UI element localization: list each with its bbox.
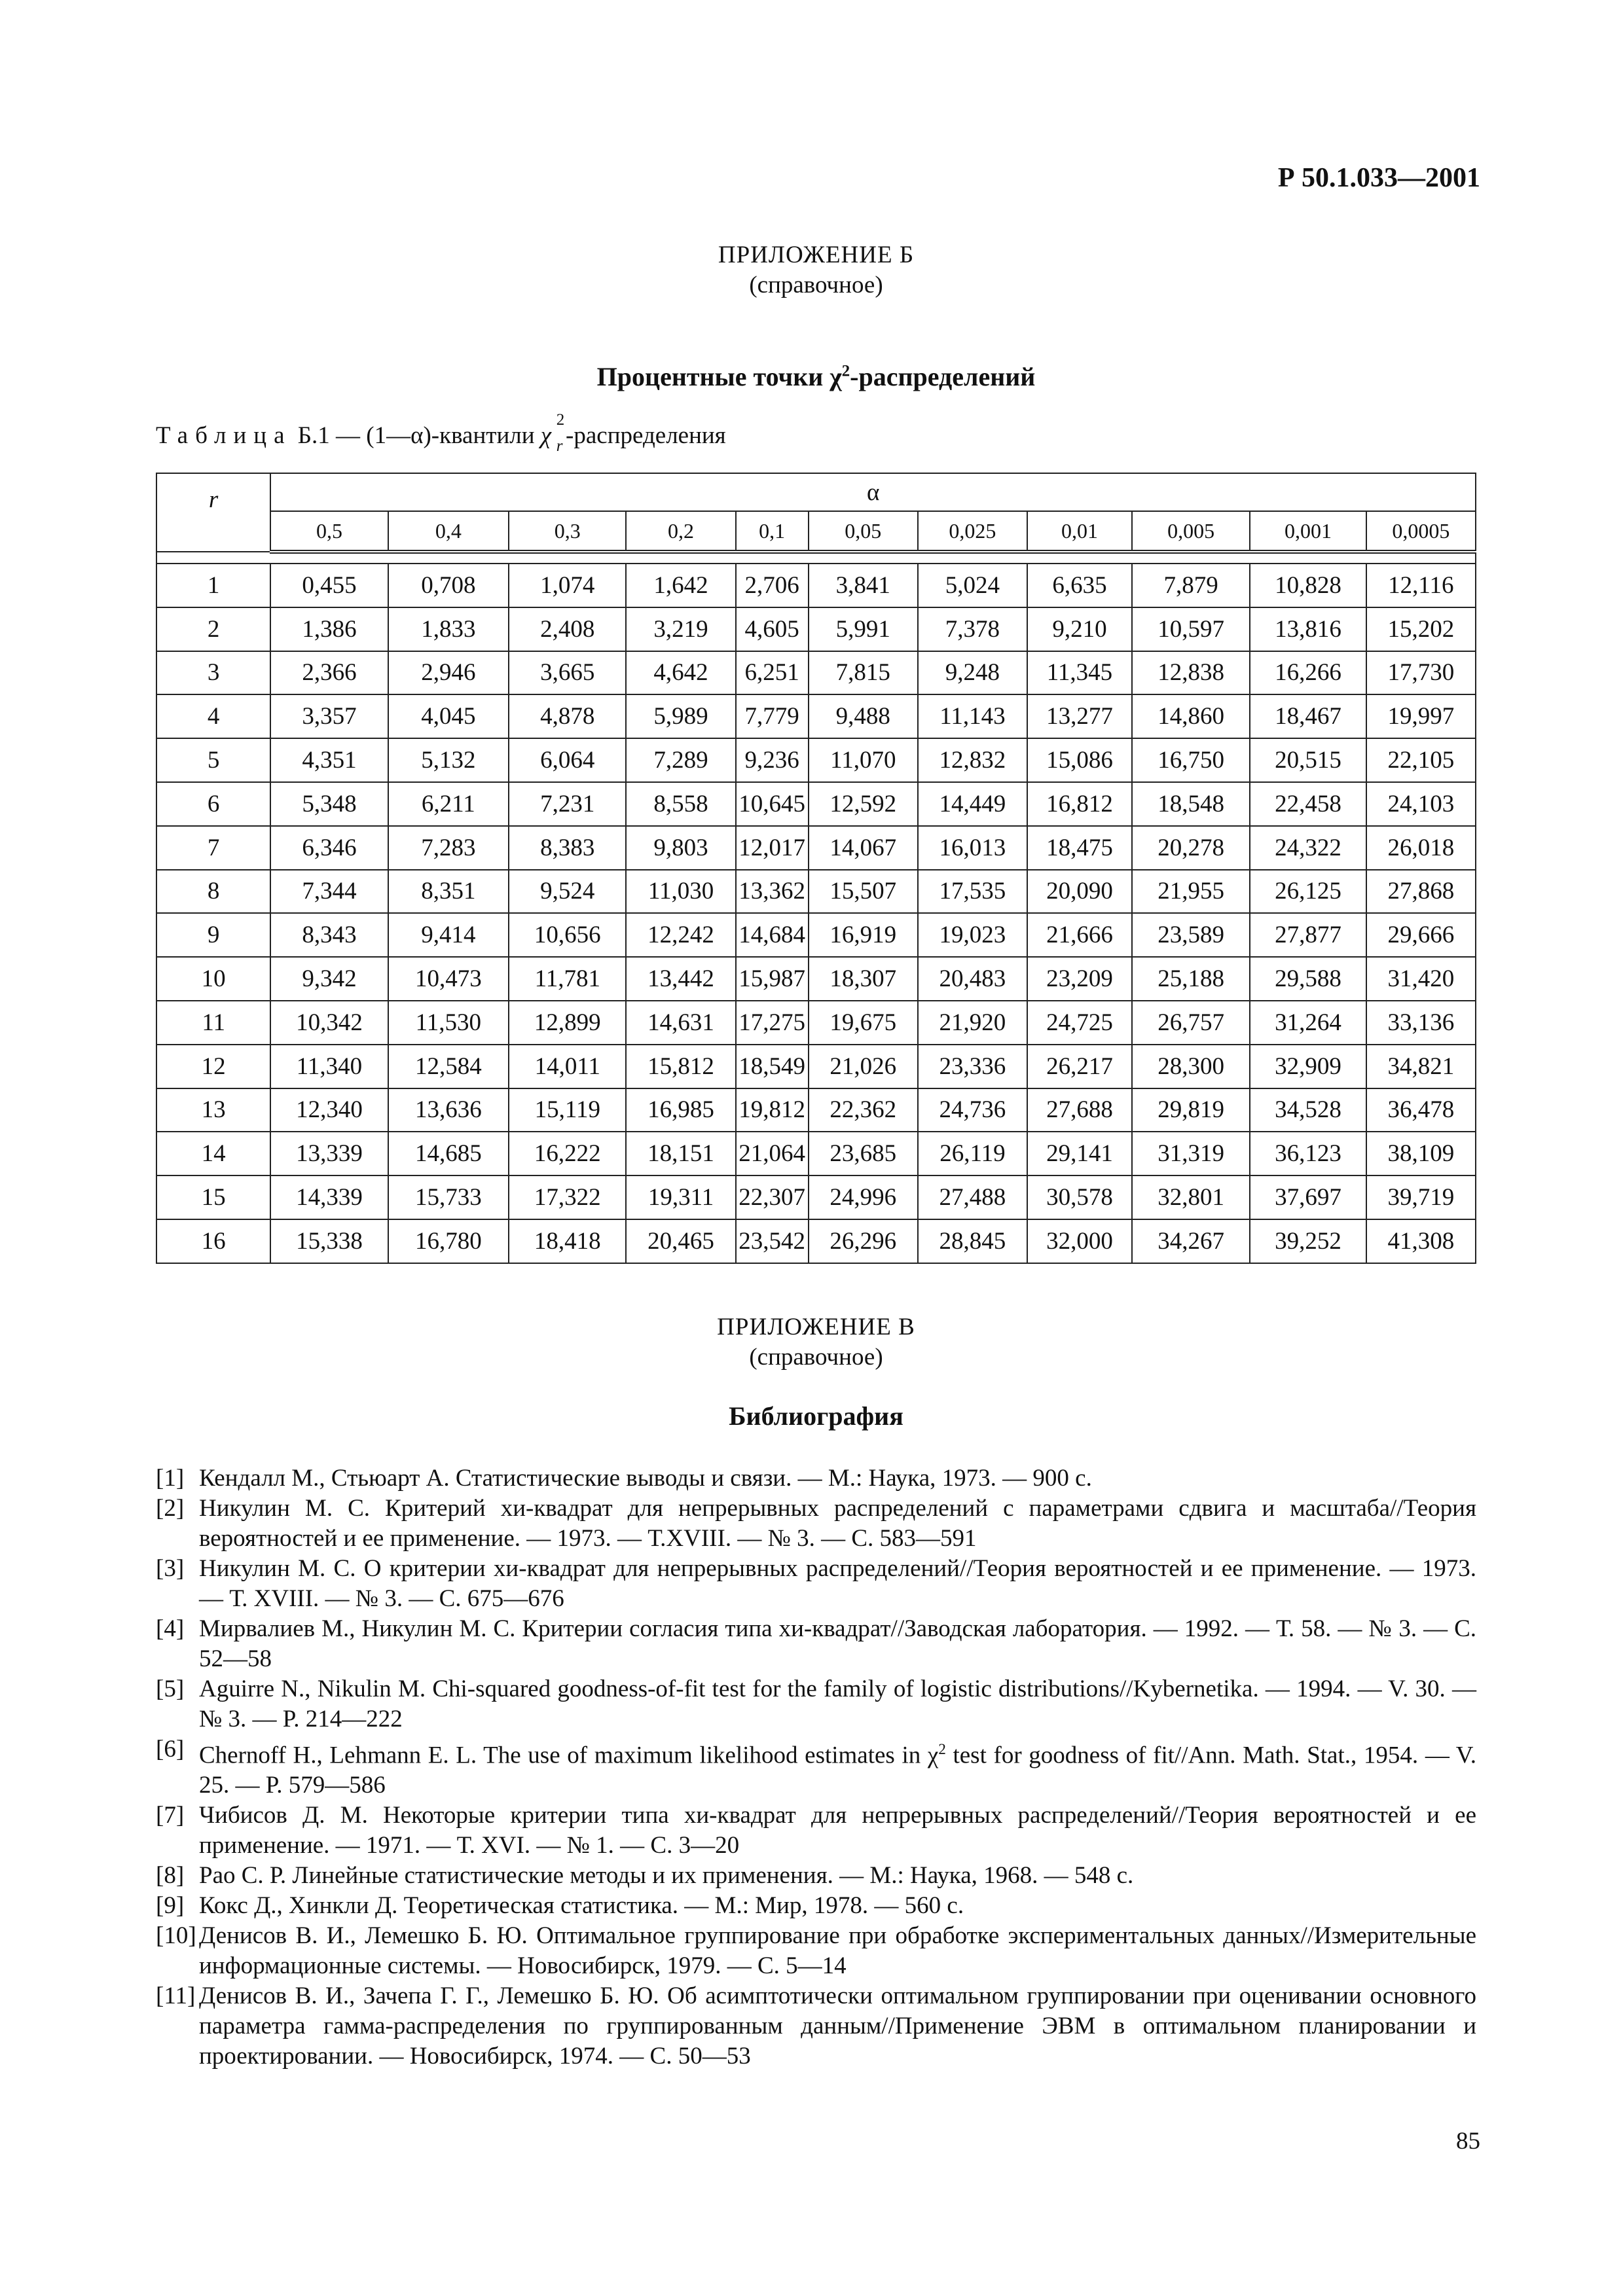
quantile-cell: 11,530 (388, 1001, 509, 1045)
quantile-cell: 23,685 (809, 1132, 918, 1175)
quantile-cell: 4,351 (270, 738, 388, 782)
quantile-cell: 19,675 (809, 1001, 918, 1045)
quantile-cell: 36,478 (1366, 1088, 1476, 1132)
quantile-cell: 14,860 (1132, 694, 1250, 738)
quantile-cell: 5,991 (809, 607, 918, 651)
quantile-cell: 11,143 (918, 694, 1027, 738)
table-row (156, 651, 1476, 695)
quantile-cell: 37,697 (1250, 1175, 1366, 1219)
bibliography-text (199, 1981, 1476, 2072)
quantile-cell: 38,109 (1366, 1132, 1476, 1175)
quantile-cell: 5,348 (270, 782, 388, 826)
quantile-cell: 24,996 (809, 1175, 918, 1219)
quantile-cell: 13,277 (1027, 694, 1132, 738)
quantile-cell: 12,838 (1132, 651, 1250, 695)
quantile-cell: 16,985 (626, 1088, 735, 1132)
quantile-cell: 19,023 (918, 913, 1027, 957)
bibliography-number: [9] (156, 1892, 185, 1920)
bibliography-text (199, 1891, 1476, 1921)
bibliography-text (199, 1734, 1476, 1801)
quantile-cell: 16,750 (1132, 738, 1250, 782)
quantile-cell: 7,231 (509, 782, 626, 826)
section-heading-pre: Процентные точки χ (596, 362, 842, 391)
quantile-cell: 9,248 (918, 651, 1027, 695)
table-spacer (156, 552, 1476, 564)
bibliography-entry (156, 1891, 1476, 1921)
quantile-cell: 21,666 (1027, 913, 1132, 957)
bibliography-text-main: Никулин М. С. Критерий хи-квадрат для непрерывных распределений с параметрами сдвига и масштаба//Теория вероятностей и ее применение. — 1973. — Т.XVIII. — № 3. — С. 583—591 (199, 1495, 1476, 1552)
bibliography-entry (156, 1494, 1476, 1554)
row-index-cell: 2 (156, 607, 270, 651)
chi-subscript: r (556, 437, 563, 455)
alpha-level-header: 0,2 (626, 511, 735, 552)
bibliography-text-main: Никулин М. С. О критерии хи-квадрат для непрерывных распределений//Теория вероятностей и ее применение. — 1973. — Т. XVIII. — № 3. — С. 675—676 (199, 1555, 1476, 1612)
alpha-level-header: 0,01 (1027, 511, 1132, 552)
bibliography-entry (156, 1554, 1476, 1614)
quantile-cell: 39,719 (1366, 1175, 1476, 1219)
table-row (156, 870, 1476, 914)
appendix-b-subtitle: (справочное) (749, 272, 883, 298)
table-row (156, 826, 1476, 870)
quantile-cell: 11,345 (1027, 651, 1132, 695)
chi-letter: χ (540, 422, 552, 449)
quantile-cell: 9,803 (626, 826, 735, 870)
quantile-cell: 16,780 (388, 1219, 509, 1263)
quantile-cell: 15,338 (270, 1219, 388, 1263)
quantile-cell: 41,308 (1366, 1219, 1476, 1263)
quantile-cell: 11,030 (626, 870, 735, 914)
quantile-cell: 11,070 (809, 738, 918, 782)
quantile-cell: 12,017 (736, 826, 809, 870)
row-index-cell: 7 (156, 826, 270, 870)
quantile-cell: 31,319 (1132, 1132, 1250, 1175)
alpha-level-header: 0,1 (736, 511, 809, 552)
quantile-cell: 22,362 (809, 1088, 918, 1132)
quantile-cell: 18,475 (1027, 826, 1132, 870)
bibliography-text-main: Денисов В. И., Зачепа Г. Г., Лемешко Б. Ю. Об асимптотически оптимальном группировании при оценивании основного параметра гамма-распределения по группированным данным//Применение ЭВМ в оптимальном планировании и проектировании. — Новосибирск, 1974. — С. 50—53 (199, 1982, 1476, 2070)
quantile-cell: 26,125 (1250, 870, 1366, 914)
quantile-cell: 11,781 (509, 957, 626, 1001)
table-caption (156, 411, 726, 455)
quantile-cell: 1,642 (626, 564, 735, 607)
row-header-r: r (156, 473, 270, 552)
quantile-cell: 33,136 (1366, 1001, 1476, 1045)
quantile-cell: 27,868 (1366, 870, 1476, 914)
bibliography-number: [4] (156, 1615, 185, 1642)
table-row (156, 1132, 1476, 1175)
quantile-cell: 31,420 (1366, 957, 1476, 1001)
table-row (156, 738, 1476, 782)
table-row (156, 1045, 1476, 1088)
quantile-cell: 2,408 (509, 607, 626, 651)
quantile-cell: 5,132 (388, 738, 509, 782)
quantile-cell: 19,997 (1366, 694, 1476, 738)
row-index-cell: 4 (156, 694, 270, 738)
quantile-cell: 21,955 (1132, 870, 1250, 914)
quantile-cell: 5,024 (918, 564, 1027, 607)
bibliography-text (199, 1463, 1476, 1494)
quantile-cell: 20,465 (626, 1219, 735, 1263)
quantile-cell: 22,307 (736, 1175, 809, 1219)
bibliography-number: [11] (156, 1982, 196, 2010)
bibliography-entry (156, 1801, 1476, 1861)
quantile-cell: 26,018 (1366, 826, 1476, 870)
quantile-cell: 13,339 (270, 1132, 388, 1175)
bibliography-text (199, 1801, 1476, 1861)
bibliography-text-continued: test for goodness of fit//Ann. Math. Stat., 1954. — V. 25. — P. 579—586 (199, 1742, 1477, 1799)
quantile-cell: 20,090 (1027, 870, 1132, 914)
quantile-cell: 19,311 (626, 1175, 735, 1219)
row-index-cell: 14 (156, 1132, 270, 1175)
quantile-cell: 14,685 (388, 1132, 509, 1175)
quantile-cell: 13,442 (626, 957, 735, 1001)
quantile-cell: 3,841 (809, 564, 918, 607)
quantile-cell: 10,473 (388, 957, 509, 1001)
table-row (156, 1219, 1476, 1263)
quantile-cell: 32,000 (1027, 1219, 1132, 1263)
quantile-cell: 2,706 (736, 564, 809, 607)
quantile-cell: 26,296 (809, 1219, 918, 1263)
quantile-cell: 12,899 (509, 1001, 626, 1045)
quantile-cell: 3,357 (270, 694, 388, 738)
alpha-level-header: 0,025 (918, 511, 1027, 552)
quantile-cell: 0,708 (388, 564, 509, 607)
quantile-cell: 7,344 (270, 870, 388, 914)
quantile-cell: 23,542 (736, 1219, 809, 1263)
row-index-cell: 6 (156, 782, 270, 826)
table-body (156, 552, 1476, 1263)
table-row (156, 957, 1476, 1001)
quantile-cell: 10,645 (736, 782, 809, 826)
bibliography-heading: Библиография (729, 1401, 903, 1431)
alpha-level-header: 0,005 (1132, 511, 1250, 552)
table-row (156, 1001, 1476, 1045)
quantile-cell: 9,524 (509, 870, 626, 914)
quantile-cell: 29,141 (1027, 1132, 1132, 1175)
quantile-cell: 24,725 (1027, 1001, 1132, 1045)
bibliography-number: [5] (156, 1676, 185, 1702)
quantile-cell: 17,730 (1366, 651, 1476, 695)
quantile-cell: 1,074 (509, 564, 626, 607)
quantile-cell: 34,821 (1366, 1045, 1476, 1088)
bibliography-entry (156, 1981, 1476, 2072)
quantile-cell: 16,222 (509, 1132, 626, 1175)
quantile-cell: 6,251 (736, 651, 809, 695)
quantile-cell: 24,322 (1250, 826, 1366, 870)
quantile-cell: 7,879 (1132, 564, 1250, 607)
bibliography-text (199, 1921, 1476, 1981)
quantile-cell: 18,548 (1132, 782, 1250, 826)
quantile-cell: 15,086 (1027, 738, 1132, 782)
alpha-level-header: 0,5 (270, 511, 388, 552)
quantile-cell: 26,757 (1132, 1001, 1250, 1045)
quantile-cell: 23,209 (1027, 957, 1132, 1001)
row-index-cell: 15 (156, 1175, 270, 1219)
bibliography-text-main: Chernoff H., Lehmann E. L. The use of maximum likelihood estimates in χ (199, 1742, 939, 1769)
bibliography-text-main: Денисов В. И., Лемешко Б. Ю. Оптимальное группирование при обработке экспериментальных данных//Измерительные информационные системы. — Новосибирск, 1979. — С. 5—14 (199, 1922, 1476, 1980)
quantile-cell: 12,340 (270, 1088, 388, 1132)
quantile-cell: 32,909 (1250, 1045, 1366, 1088)
quantile-cell: 16,013 (918, 826, 1027, 870)
bibliography-text-main: Aguirre N., Nikulin M. Chi-squared goodness-of-fit test for the family of logistic distributions//Kybernetika. — 1994. — V. 30. — № 3. — P. 214—222 (199, 1676, 1476, 1732)
quantile-cell: 8,383 (509, 826, 626, 870)
quantile-cell: 3,665 (509, 651, 626, 695)
quantile-cell: 12,116 (1366, 564, 1476, 607)
quantile-cell: 18,549 (736, 1045, 809, 1088)
section-heading-sup: 2 (841, 362, 850, 380)
row-index-cell: 13 (156, 1088, 270, 1132)
row-index-cell: 1 (156, 564, 270, 607)
quantile-cell: 31,264 (1250, 1001, 1366, 1045)
bibliography-superscript: 2 (938, 1741, 946, 1757)
quantile-cell: 6,211 (388, 782, 509, 826)
row-index-cell: 12 (156, 1045, 270, 1088)
bibliography-entry (156, 1674, 1476, 1734)
bibliography-number: [10] (156, 1922, 196, 1950)
quantile-cell: 16,919 (809, 913, 918, 957)
quantile-cell: 0,455 (270, 564, 388, 607)
quantile-cell: 1,833 (388, 607, 509, 651)
quantile-cell: 20,483 (918, 957, 1027, 1001)
quantile-cell: 17,322 (509, 1175, 626, 1219)
quantile-cell: 10,828 (1250, 564, 1366, 607)
quantile-cell: 24,736 (918, 1088, 1027, 1132)
alpha-levels-row (156, 511, 1476, 552)
table-row (156, 694, 1476, 738)
quantile-cell: 26,119 (918, 1132, 1027, 1175)
quantile-cell: 21,026 (809, 1045, 918, 1088)
quantile-cell: 39,252 (1250, 1219, 1366, 1263)
alpha-level-header: 0,4 (388, 511, 509, 552)
quantile-cell: 15,507 (809, 870, 918, 914)
alpha-header: α (270, 473, 1476, 511)
quantile-cell: 23,589 (1132, 913, 1250, 957)
quantile-cell: 27,688 (1027, 1088, 1132, 1132)
quantile-cell: 19,812 (736, 1088, 809, 1132)
quantile-cell: 20,278 (1132, 826, 1250, 870)
quantile-cell: 5,989 (626, 694, 735, 738)
table-row (156, 607, 1476, 651)
bibliography-text-main: Рао С. Р. Линейные статистические методы и их применения. — М.: Наука, 1968. — 548 с. (199, 1862, 1134, 1890)
quantile-cell: 18,418 (509, 1219, 626, 1263)
quantile-cell: 13,816 (1250, 607, 1366, 651)
chi-superscript: 2 (556, 411, 565, 429)
quantile-cell: 22,458 (1250, 782, 1366, 826)
bibliography-text (199, 1554, 1476, 1614)
quantile-cell: 12,242 (626, 913, 735, 957)
quantile-cell: 28,845 (918, 1219, 1027, 1263)
alpha-level-header: 0,05 (809, 511, 918, 552)
quantile-cell: 7,283 (388, 826, 509, 870)
appendix-v-title: ПРИЛОЖЕНИЕ В (717, 1314, 915, 1340)
table-row (156, 1088, 1476, 1132)
bibliography-list (156, 1463, 1476, 2072)
quantile-cell: 14,449 (918, 782, 1027, 826)
appendix-v-subtitle: (справочное) (749, 1344, 883, 1371)
bibliography-number: [7] (156, 1802, 185, 1829)
quantile-cell: 17,535 (918, 870, 1027, 914)
quantile-cell: 18,467 (1250, 694, 1366, 738)
quantile-cell: 4,605 (736, 607, 809, 651)
table-row (156, 564, 1476, 607)
quantile-cell: 20,515 (1250, 738, 1366, 782)
row-index-cell: 11 (156, 1001, 270, 1045)
table-caption-label: Таблица (156, 422, 292, 449)
bibliography-number: [8] (156, 1862, 185, 1890)
quantile-cell: 16,266 (1250, 651, 1366, 695)
quantile-cell: 29,588 (1250, 957, 1366, 1001)
quantile-cell: 7,779 (736, 694, 809, 738)
quantile-cell: 8,351 (388, 870, 509, 914)
table-row (156, 1175, 1476, 1219)
quantile-cell: 7,289 (626, 738, 735, 782)
quantile-cell: 10,656 (509, 913, 626, 957)
quantile-cell: 15,733 (388, 1175, 509, 1219)
quantile-cell: 13,636 (388, 1088, 509, 1132)
quantile-cell: 34,528 (1250, 1088, 1366, 1132)
quantile-cell: 15,202 (1366, 607, 1476, 651)
quantile-cell: 18,307 (809, 957, 918, 1001)
quantile-cell: 15,119 (509, 1088, 626, 1132)
quantile-cell: 11,340 (270, 1045, 388, 1088)
quantile-cell: 4,878 (509, 694, 626, 738)
quantile-cell: 1,386 (270, 607, 388, 651)
quantile-cell: 8,558 (626, 782, 735, 826)
quantile-cell: 12,584 (388, 1045, 509, 1088)
bibliography-text (199, 1674, 1476, 1734)
quantile-cell: 28,300 (1132, 1045, 1250, 1088)
quantile-cell: 3,219 (626, 607, 735, 651)
bibliography-text (199, 1494, 1476, 1554)
quantile-cell: 16,812 (1027, 782, 1132, 826)
quantile-cell: 7,378 (918, 607, 1027, 651)
quantile-cell: 23,336 (918, 1045, 1027, 1088)
bibliography-entry (156, 1734, 1476, 1801)
bibliography-text-main: Мирвалиев М., Никулин М. С. Критерии согласия типа хи-квадрат//Заводская лаборатория. — 1992. — Т. 58. — № 3. — С. 52—58 (199, 1615, 1476, 1672)
quantile-cell: 14,011 (509, 1045, 626, 1088)
bibliography-entry (156, 1463, 1476, 1494)
quantile-cell: 15,987 (736, 957, 809, 1001)
row-index-cell: 16 (156, 1219, 270, 1263)
bibliography-number: [3] (156, 1555, 185, 1582)
table-caption-text: Б.1 — (1—α)-квантили (291, 422, 541, 449)
bibliography-entry (156, 1614, 1476, 1674)
document-code: Р 50.1.033—2001 (1277, 163, 1480, 193)
quantile-cell: 14,631 (626, 1001, 735, 1045)
bibliography-text-main: Кокс Д., Хинкли Д. Теоретическая статистика. — М.: Мир, 1978. — 560 с. (199, 1892, 964, 1920)
row-index-cell: 3 (156, 651, 270, 695)
quantile-cell: 26,217 (1027, 1045, 1132, 1088)
quantile-cell: 22,105 (1366, 738, 1476, 782)
table-row (156, 782, 1476, 826)
bibliography-number: [6] (156, 1736, 185, 1763)
row-index-cell: 10 (156, 957, 270, 1001)
bibliography-entry (156, 1921, 1476, 1981)
quantile-cell: 12,592 (809, 782, 918, 826)
quantile-cell: 6,346 (270, 826, 388, 870)
quantile-cell: 29,819 (1132, 1088, 1250, 1132)
quantile-cell: 14,067 (809, 826, 918, 870)
quantile-cell: 21,920 (918, 1001, 1027, 1045)
quantile-cell: 4,045 (388, 694, 509, 738)
quantile-cell: 9,210 (1027, 607, 1132, 651)
quantile-cell: 9,236 (736, 738, 809, 782)
bibliography-text (199, 1614, 1476, 1674)
quantile-table (156, 473, 1476, 1264)
section-heading-post: -распределений (850, 362, 1036, 391)
quantile-cell: 30,578 (1027, 1175, 1132, 1219)
alpha-level-header: 0,3 (509, 511, 626, 552)
bibliography-entry (156, 1861, 1476, 1891)
bibliography-text-main: Чибисов Д. М. Некоторые критерии типа хи-квадрат для непрерывных распределений//Теория вероятностей и ее применение. — 1971. — Т. XVI. — № 1. — С. 3—20 (199, 1802, 1476, 1859)
quantile-cell: 2,366 (270, 651, 388, 695)
quantile-cell: 34,267 (1132, 1219, 1250, 1263)
quantile-cell: 2,946 (388, 651, 509, 695)
quantile-cell: 24,103 (1366, 782, 1476, 826)
quantile-cell: 36,123 (1250, 1132, 1366, 1175)
quantile-cell: 14,684 (736, 913, 809, 957)
alpha-level-header: 0,0005 (1366, 511, 1476, 552)
appendix-b-title: ПРИЛОЖЕНИЕ Б (718, 242, 915, 268)
quantile-cell: 25,188 (1132, 957, 1250, 1001)
quantile-cell: 27,488 (918, 1175, 1027, 1219)
quantile-cell: 6,635 (1027, 564, 1132, 607)
quantile-cell: 27,877 (1250, 913, 1366, 957)
row-index-cell: 9 (156, 913, 270, 957)
row-index-cell: 5 (156, 738, 270, 782)
bibliography-text (199, 1861, 1476, 1891)
page-number: 85 (1456, 2128, 1480, 2155)
quantile-cell: 21,064 (736, 1132, 809, 1175)
quantile-cell: 9,414 (388, 913, 509, 957)
quantile-cell: 29,666 (1366, 913, 1476, 957)
bibliography-text-main: Кендалл М., Стьюарт А. Статистические выводы и связи. — М.: Наука, 1973. — 900 с. (199, 1465, 1092, 1492)
quantile-cell: 10,342 (270, 1001, 388, 1045)
quantile-cell: 9,488 (809, 694, 918, 738)
quantile-cell: 6,064 (509, 738, 626, 782)
quantile-cell: 8,343 (270, 913, 388, 957)
quantile-cell: 10,597 (1132, 607, 1250, 651)
bibliography-number: [1] (156, 1465, 185, 1492)
bibliography-number: [2] (156, 1495, 185, 1522)
quantile-cell: 32,801 (1132, 1175, 1250, 1219)
quantile-cell: 14,339 (270, 1175, 388, 1219)
alpha-level-header: 0,001 (1250, 511, 1366, 552)
quantile-cell: 7,815 (809, 651, 918, 695)
row-index-cell: 8 (156, 870, 270, 914)
table-caption-text-post: -распределения (566, 422, 726, 449)
quantile-cell: 13,362 (736, 870, 809, 914)
quantile-cell: 15,812 (626, 1045, 735, 1088)
quantile-cell: 9,342 (270, 957, 388, 1001)
quantile-cell: 4,642 (626, 651, 735, 695)
quantile-cell: 17,275 (736, 1001, 809, 1045)
quantile-cell: 18,151 (626, 1132, 735, 1175)
quantile-cell: 12,832 (918, 738, 1027, 782)
section-heading (156, 361, 1476, 392)
table-row (156, 913, 1476, 957)
chi-symbol (540, 411, 565, 455)
